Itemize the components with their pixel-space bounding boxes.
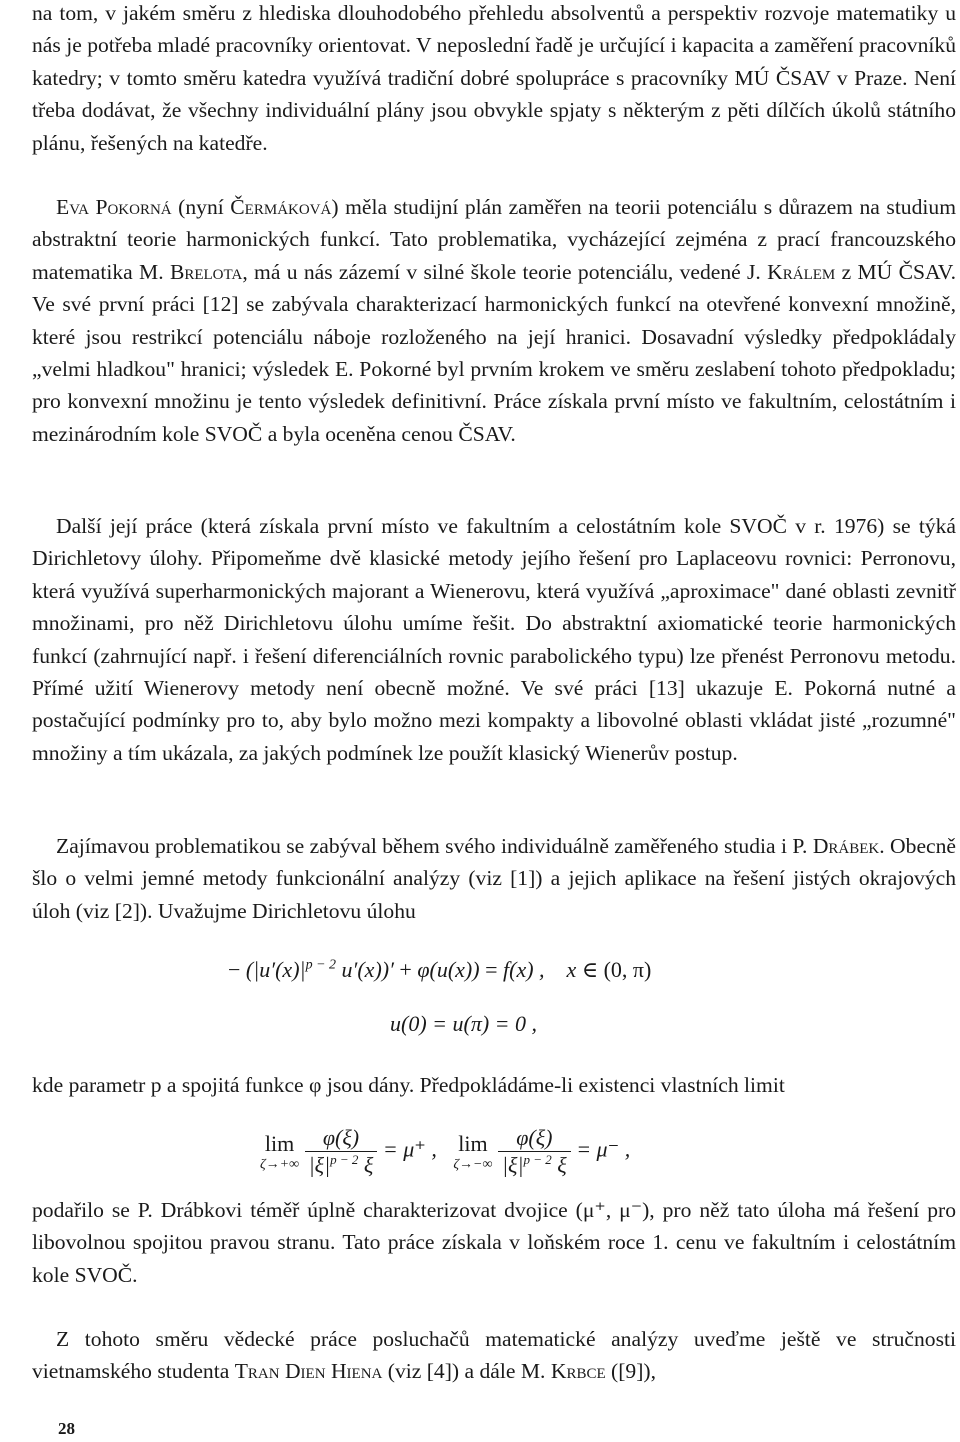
paragraph-2-text-d: z MÚ ČSAV. Ve své první práci [12] se zabývala charakterizací harmonických funkcí na otevřené konvexní množině, které jsou restrikcí potenciálu náboje rozloženého na její hranici. Dosavadní výsledky předpokládaly „velmi hladkou" hranici; výsledek E. Pokorné byl prvním krokem ve směru zeslabení tohoto předpokladu; pro konvexní množinu je tento výsledek definitivní. Práce získala první místo ve fakultním, celostátním i mezinárodním kole SVOČ a byla oceněna cenou ČSAV. [32, 259, 957, 446]
paragraph-7-text-b: (viz [4]) a dále M. [382, 1359, 551, 1384]
limit-minus [453, 1131, 492, 1173]
paragraph-4-text-b: . Obecně šlo o velmi jemné metody funkcionální analýzy (viz [1]) a jejich aplikace na řešení jistých okrajových úloh (viz [2]). Uvažujme Dirichletovu úlohu [32, 834, 956, 923]
paragraph-6: podařilo se P. Drábkovi téměř úplně charakterizovat dvojice (μ⁺, μ⁻), pro něž tato úloha má řešení pro libovolnou spojitou pravou stranu. Tato práce získala v loňském roce 1. cenu ve fakultním i celostátním kole SVOČ. [32, 1198, 956, 1287]
author-name-krbec: Krbce [550, 1359, 606, 1384]
paragraph-7 [32, 1323, 956, 1388]
author-name-kral: Králem [767, 259, 836, 284]
eq-minus: − [228, 957, 246, 982]
equation-limits [260, 1125, 630, 1178]
page-number: 28 [58, 1419, 75, 1438]
paragraph-5: kde parametr p a spojitá funkce φ jsou dány. Předpokládáme-li existenci vlastních limit [32, 1073, 785, 1097]
frac-den-minus: $|\xi|^{p - 2}$ ξ [501, 1152, 567, 1178]
frac-den-plus: $|\xi|^{p - 2}$ ξ [308, 1152, 374, 1178]
paragraph-7-text-a: Z tohoto směru vědecké práce posluchačů matematické analýzy uveďme ještě ve stručnosti vietnamského studenta [32, 1327, 956, 1384]
paragraph-2-text-a: (nyní [171, 195, 231, 219]
fraction-minus [498, 1125, 571, 1178]
author-name-brelot: Brelota [169, 259, 243, 284]
equation-boundary: u(0) = u(π) = 0 , [390, 1011, 538, 1036]
author-name-pokorna: Eva Pokorná [56, 195, 172, 219]
author-name-tran-dien-hien: Tran Dien Hiena [234, 1359, 383, 1384]
lim-label-minus: lim [458, 1130, 488, 1156]
lim-label-plus: lim [264, 1130, 295, 1156]
frac-num-plus: φ(ξ) [305, 1125, 378, 1152]
author-name-drabek: Drábek [812, 834, 880, 858]
result-minus: = μ⁻ , [576, 1136, 631, 1162]
paragraph-4-text-a: Zajímavou problematikou se zabýval během svého individuálně zaměřeného studia i P. [56, 834, 813, 858]
paragraph-4 [32, 830, 956, 927]
paragraph-2-text-b: ) měla studijní plán zaměřen na teorii potenciálu s důrazem na studium abstraktní teorie harmonických funkcí. Tato problematika, vycházející zejména z prací francouzského matematika M. [32, 195, 956, 284]
lim-sub-minus: ζ→−∞ [453, 1156, 493, 1172]
equation-dirichlet: − ($|u'(x)|^{p - 2}$ u′(x))′ + φ(u(x)) = f(x) , x ∈ (0, π) [228, 957, 652, 982]
author-name-cermakova: Čermáková [230, 195, 332, 219]
result-plus: = μ⁺ , [382, 1136, 437, 1162]
fraction-plus [305, 1125, 378, 1178]
lim-sub-plus: ζ→+∞ [260, 1156, 300, 1172]
frac-num-minus: φ(ξ) [498, 1125, 571, 1152]
limit-plus [260, 1131, 299, 1173]
paragraph-2 [32, 191, 956, 450]
paragraph-7-text-c: ([9]), [605, 1359, 656, 1384]
paragraph-1: na tom, v jakém směru z hlediska dlouhodobého přehledu absolventů a perspektiv rozvoje matematiky u nás je potřeba mladé pracovníky orientovat. V neposlední řadě je určující i kapacita a zaměření pracovníků katedry; v tomto směru katedra využívá tradiční dobré spolupráce s pracovníky MÚ ČSAV v Praze. Není třeba dodávat, že všechny individuální plány jsou obvykle spjaty s některým z pěti dílčích úkolů státního plánu, řešených na katedře. [32, 1, 956, 155]
eq-u1: u′(x) [259, 957, 300, 982]
paragraph-3: Další její práce (která získala první místo ve fakultním a celostátním kole SVOČ v r. 1976) se týká Dirichletovy úlohy. Připomeňme dvě klasické metody jejího řešení pro Laplaceovu rovnici: Perronovu, která využívá superharmonických majorant a Wienerovu, která využívá „aproximace" dané oblasti zevnitř množinami, pro něž Dirichletovu úlohu umíme řešit. Do abstraktní axiomatické teorie harmonických funkcí (zahrnující např. i řešení diferenciálních rovnic parabolického typu) lze přenést Perronovu metodu. Přímé užití Wienerovy metody není obecně možné. Ve své práci [13] ukazuje E. Pokorná nutné a postačující podmínky pro to, aby bylo možno mezi kompakty a libovolné oblasti vkládat jisté „rozumné" množiny a tím ukázala, za jakých podmínek lze použít klasický Wienerův postup. [32, 514, 956, 765]
paragraph-2-text-c: , má u nás zázemí v silné škole teorie potenciálu, vedené J. [242, 259, 768, 284]
